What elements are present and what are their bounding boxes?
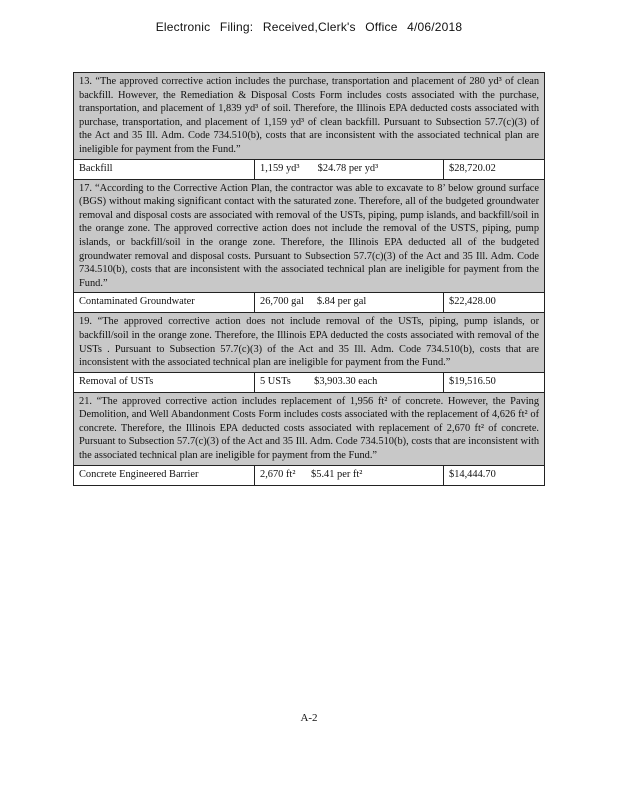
item-cell: Concrete Engineered Barrier	[74, 465, 255, 485]
quantity-rate-cell	[255, 372, 444, 392]
quantity-rate-cell	[255, 465, 444, 485]
table-row	[74, 179, 545, 293]
deduction-explanation: 19. “The approved corrective action does not include removal of the USTs, piping, pump islands, or backfill/soil in the orange zone. Therefore, the Illinois EPA deducted the costs associated with removal of the USTs . Pursuant to Subsection 57.7(c)(3) of the Act and 35 Ill. Adm. Code 734.510(b), costs that are inconsistent with the associated technical plan are ineligible for payment from the Fund.”	[74, 313, 545, 372]
rate-value: $24.78 per yd³	[317, 162, 379, 174]
item-cell: Backfill	[74, 159, 255, 179]
deduction-explanation: 13. “The approved corrective action includes the purchase, transportation and placement of 280 yd³ of clean backfill. However, the Remediation & Disposal Costs Form includes costs associated with the purchase, transportation, and placement of 1,839 yd³ of soil. Therefore, the Illinois EPA deducted costs associated with purchase, transportation, and placement of 1,159 yd³ of clean backfill. Pursuant to Subsection 57.7(c)(3) of the Act and 35 Ill. Adm. Code 734.510(b), costs that are inconsistent with the associated technical plan are ineligible for payment from the Fund.”	[74, 73, 545, 160]
rate-value: $.84 per gal	[316, 296, 367, 308]
table-row	[74, 392, 545, 465]
deduction-explanation: 21. “The approved corrective action includes replacement of 1,956 ft² of concrete. However, the Paving Demolition, and Well Abandonment Costs Form includes costs associated with the replacement of 4,626 ft² of concrete. Therefore, the Illinois EPA deducted costs associated with replacement of 2,670 ft² of concrete. Pursuant to Subsection 57.7(c)(3) of the Act and 35 Ill. Adm. Code 734.510(b), costs that are inconsistent with the associated technical plan are ineligible for payment from the Fund.”	[74, 392, 545, 465]
amount-cell: $14,444.70	[444, 465, 545, 485]
quantity-value: 2,670 ft²	[260, 468, 296, 480]
table-row	[74, 465, 545, 485]
item-cell: Removal of USTs	[74, 372, 255, 392]
quantity-value: 5 USTs	[260, 375, 291, 387]
table-row	[74, 159, 545, 179]
quantity-value: 26,700 gal	[260, 296, 304, 308]
amount-cell: $28,720.02	[444, 159, 545, 179]
table-row	[74, 293, 545, 313]
quantity-rate-cell	[255, 159, 444, 179]
deduction-explanation: 17. “According to the Corrective Action Plan, the contractor was able to excavate to 8’ below ground surface (BGS) without making significant contact with the saturated zone. Therefore, all of the budgeted groundwater removal and disposal costs are associated with removal of the USTs, piping, pump islands, and backfill/soil in the orange zone. The approved corrective action does not include the removal of the USTS, piping, pump islands, or backfill/soil in the orange zone. Therefore, the Illinois EPA deducted all of the budgeted groundwater removal and disposal costs. Pursuant to Subsection 57.7(c)(3) of the Act and 35 Ill. Adm. Code 734.510(b), costs that are inconsistent with the associated technical plan are ineligible for payment from the Fund.”	[74, 179, 545, 293]
table-row	[74, 313, 545, 372]
item-cell: Contaminated Groundwater	[74, 293, 255, 313]
amount-cell: $19,516.50	[444, 372, 545, 392]
rate-value: $3,903.30 each	[314, 375, 378, 387]
quantity-rate-cell	[255, 293, 444, 313]
quantity-value: 1,159 yd³	[260, 162, 300, 174]
amount-cell: $22,428.00	[444, 293, 545, 313]
table-row	[74, 372, 545, 392]
table-row	[74, 73, 545, 160]
page-number: A-2	[300, 712, 318, 724]
rate-value: $5.41 per ft²	[311, 468, 363, 480]
deductions-table	[73, 72, 545, 486]
filing-header: Electronic Filing: Received,Clerk's Office 4/06/2018	[155, 20, 463, 34]
